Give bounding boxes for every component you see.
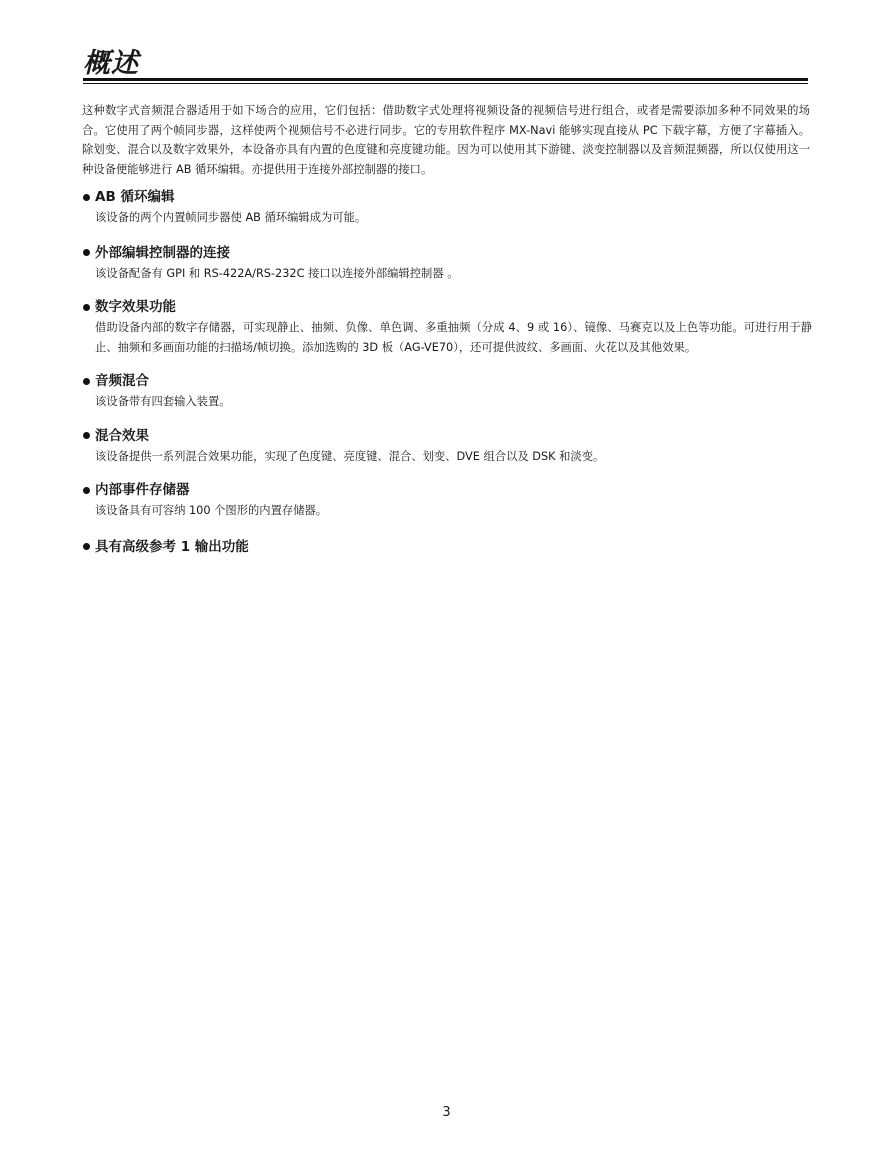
feature-item-event-memory xyxy=(82,479,812,521)
feature-heading xyxy=(82,296,812,318)
feature-heading-text: 音频混合 xyxy=(95,373,149,389)
feature-item-external-controller xyxy=(82,242,812,284)
intro-paragraph: 这种数字式音频混合器适用于如下场合的应用，它们包括：借助数字式处理将视频设备的视频信号进行组合，或者是需要添加多种不同效果的场合。它使用了两个帧同步器，这样使两个视频信号不必进行同步。它的专用软件程序 MX-Navi 能够实现直接从 PC 下载字幕，方便了字幕插入。除划变、混合以及数字效果外，本设备亦具有内置的色度键和亮度键功能。因为可以使用其下游键、淡变控制器以及音频混频器，所以仅使用这一种设备便能够进行 AB 循环编辑。亦提供用于连接外部控制器的接口。 xyxy=(82,104,810,176)
bullet-icon xyxy=(83,432,90,439)
page-title: 概述 xyxy=(83,48,139,79)
bullet-icon xyxy=(83,249,90,256)
feature-heading xyxy=(82,536,812,558)
feature-list xyxy=(82,186,812,558)
feature-item-digital-effects xyxy=(82,296,812,357)
feature-description: 该设备提供一系列混合效果功能，实现了色度键、亮度键、混合、划变、DVE 组合以及 DSK 和淡变。 xyxy=(95,449,605,463)
feature-heading-text: 具有高级参考 1 输出功能 xyxy=(95,538,249,555)
feature-heading-text: 数字效果功能 xyxy=(95,299,176,315)
bullet-icon xyxy=(83,304,90,311)
page-number: 3 xyxy=(442,1105,451,1120)
title-rule xyxy=(83,78,808,81)
feature-heading xyxy=(82,370,812,392)
feature-heading-text: AB 循环编辑 xyxy=(95,189,175,205)
feature-item-reference-output xyxy=(82,536,812,558)
feature-heading-text: 内部事件存储器 xyxy=(95,482,190,498)
feature-heading xyxy=(82,242,812,264)
feature-description: 该设备配备有 GPI 和 RS-422A/RS-232C 接口以连接外部编辑控制器 。 xyxy=(95,266,459,280)
feature-item-mix-effects xyxy=(82,425,812,467)
feature-heading-text: 外部编辑控制器的连接 xyxy=(95,244,230,261)
title-rule-thin xyxy=(83,83,808,84)
feature-heading xyxy=(82,479,812,501)
bullet-icon xyxy=(83,378,90,385)
feature-item-audio-mixing xyxy=(82,370,812,412)
feature-heading xyxy=(82,186,812,208)
feature-description: 借助设备内部的数字存储器，可实现静止、抽频、负像、单色调、多重抽频（分成 4、9 或 16）、镜像、马赛克以及上色等功能。可进行用于静止、抽频和多画面功能的扫描场/帧切换。添加选购的 3D 板（AG-VE70），还可提供波纹、多画面、火花以及其他效果。 xyxy=(95,321,812,354)
feature-description: 该设备具有可容纳 100 个图形的内置存储器。 xyxy=(95,504,328,517)
feature-description: 该设备带有四套输入装置。 xyxy=(95,395,231,408)
bullet-icon xyxy=(83,543,90,550)
bullet-icon xyxy=(83,487,90,494)
feature-heading-text: 混合效果 xyxy=(95,427,149,444)
feature-heading xyxy=(82,425,812,447)
feature-description: 该设备的两个内置帧同步器使 AB 循环编辑成为可能。 xyxy=(95,211,367,224)
bullet-icon xyxy=(83,194,90,201)
feature-item-ab-roll xyxy=(82,186,812,228)
